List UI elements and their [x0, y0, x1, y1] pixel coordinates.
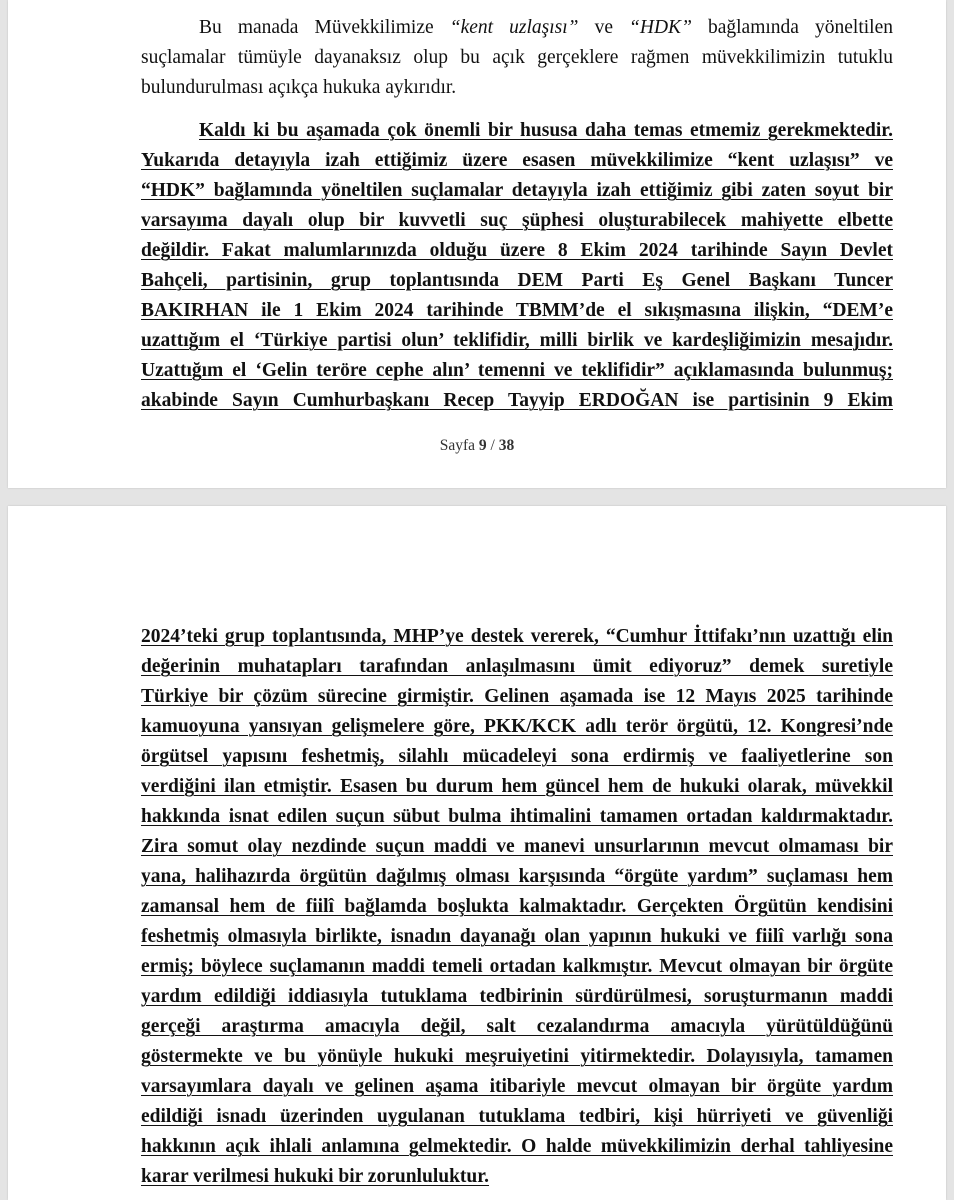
text-line: Bahçeli, partisinin, grup toplantısında DEM Parti Eş Genel Başkanı Tuncer — [141, 270, 893, 291]
text-line: akabinde Sayın Cumhurbaşkanı Recep Tayyip ERDOĞAN ise partisinin 9 Ekim — [141, 390, 893, 411]
text-line: karar verilmesi hukuki bir zorunluluktur. — [141, 1166, 490, 1187]
text-line: Bu manada Müvekkilimize “kent uzlaşısı” ve “HDK” bağlamında yöneltilen — [199, 17, 893, 38]
text-line: edildiği isnadı üzerinden uygulanan tutuklama tedbiri, kişi hürriyeti ve güvenliği — [141, 1106, 893, 1127]
page-separator: / — [490, 437, 495, 454]
page-number — [8, 437, 946, 455]
text-line: Kaldı ki bu aşamada çok önemli bir hususa daha temas etmemiz gerekmektedir. — [199, 120, 893, 141]
text-line: feshetmiş olmasıyla birlikte, isnadın dayanağı olan yapının hukuki ve fiilî varlığı sona — [141, 926, 893, 947]
text-line: varsayıma dayalı olup bir kuvvetli suç şüphesi oluşturabilecek mahiyette elbette — [141, 210, 893, 231]
page-label: Sayfa — [439, 437, 476, 454]
text-line: gerçeği araştırma amacıyla değil, salt cezalandırma amacıyla yürütüldüğünü — [141, 1016, 893, 1037]
page-current: 9 — [478, 437, 487, 454]
text-line: verdiğini ilan etmiştir. Esasen bu durum hem güncel hem de hukuki olarak, müvekkil — [141, 776, 893, 797]
text-line: suçlamalar tümüyle dayanaksız olup bu açık gerçeklere rağmen müvekkilimizin tutuklu — [141, 47, 893, 68]
text-line: Yukarıda detayıyla izah ettiğimiz üzere esasen müvekkilimize “kent uzlaşısı” ve — [141, 150, 893, 171]
text-line: ermiş; böylece suçlamanın maddi temeli ortadan kalkmıştır. Mevcut olmayan bir örgüte — [141, 956, 893, 977]
text-line: örgütsel yapısını feshetmiş, silahlı mücadeleyi sona erdirmiş ve faaliyetlerine son — [141, 746, 893, 767]
paragraph-intro — [141, 13, 893, 103]
text-line: zamansal hem de fiilî bağlamda boşlukta kalmaktadır. Gerçekten Örgütün kendisini — [141, 896, 893, 917]
text-line: Uzattığım el ‘Gelin teröre cephe alın’ temenni ve teklifidir” açıklamasında bulunmuş; — [141, 360, 893, 381]
text-line: değerinin muhatapları tarafından anlaşılmasını ümit ediyoruz” demek suretiyle — [141, 656, 893, 677]
text-line: BAKIRHAN ile 1 Ekim 2024 tarihinde TBMM’de el sıkışmasına ilişkin, “DEM’e — [141, 300, 893, 321]
text-line: yana, halihazırda örgütün dağılmış olması karşısında “örgüte yardım” suçlaması hem — [141, 866, 893, 887]
text-line: “HDK” bağlamında yöneltilen suçlamalar detayıyla izah ettiğimiz gibi zaten soyut bir — [141, 180, 893, 201]
paragraph-emphasis — [141, 116, 893, 416]
text-line: hakkında isnat edilen suçun sübut bulma ihtimalini tamamen ortadan kaldırmaktadır. — [141, 806, 893, 827]
document-page-10 — [8, 506, 946, 1200]
text-line: göstermekte ve bu yönüyle hukuki meşruiyetini yitirmektedir. Dolayısıyla, tamamen — [141, 1046, 893, 1067]
text-line: Zira somut olay nezdinde suçun maddi ve manevi unsurlarının mevcut olmaması bir — [141, 836, 893, 857]
text-line: Türkiye bir çözüm sürecine girmiştir. Gelinen aşamada ise 12 Mayıs 2025 tarihinde — [141, 686, 893, 707]
page-total: 38 — [498, 437, 515, 454]
text-line: bulundurulması açıkça hukuka aykırıdır. — [141, 77, 457, 98]
document-page-9 — [8, 0, 946, 488]
text-line: hakkının açık ihlali anlamına gelmektedir. O halde müvekkilimizin derhal tahliyesine — [141, 1136, 893, 1157]
text-line: uzattığım el ‘Türkiye partisi olun’ teklifidir, milli birlik ve kardeşliğimizin mesajıdır. — [141, 330, 893, 351]
text-line: kamuoyuna yansıyan gelişmelere göre, PKK/KCK adlı terör örgütü, 12. Kongresi’nde — [141, 716, 893, 737]
text-line: varsayımlara dayalı ve gelinen aşama itibariyle mevcut olmayan bir örgüte yardım — [141, 1076, 893, 1097]
text-line: değildir. Fakat malumlarınızda olduğu üzere 8 Ekim 2024 tarihinde Sayın Devlet — [141, 240, 893, 261]
paragraph-continued — [141, 622, 893, 1192]
text-line: yardım edildiği iddiasıyla tutuklama tedbirinin sürdürülmesi, soruşturmanın maddi — [141, 986, 893, 1007]
text-line: 2024’teki grup toplantısında, MHP’ye destek vererek, “Cumhur İttifakı’nın uzattığı elin — [141, 626, 893, 647]
